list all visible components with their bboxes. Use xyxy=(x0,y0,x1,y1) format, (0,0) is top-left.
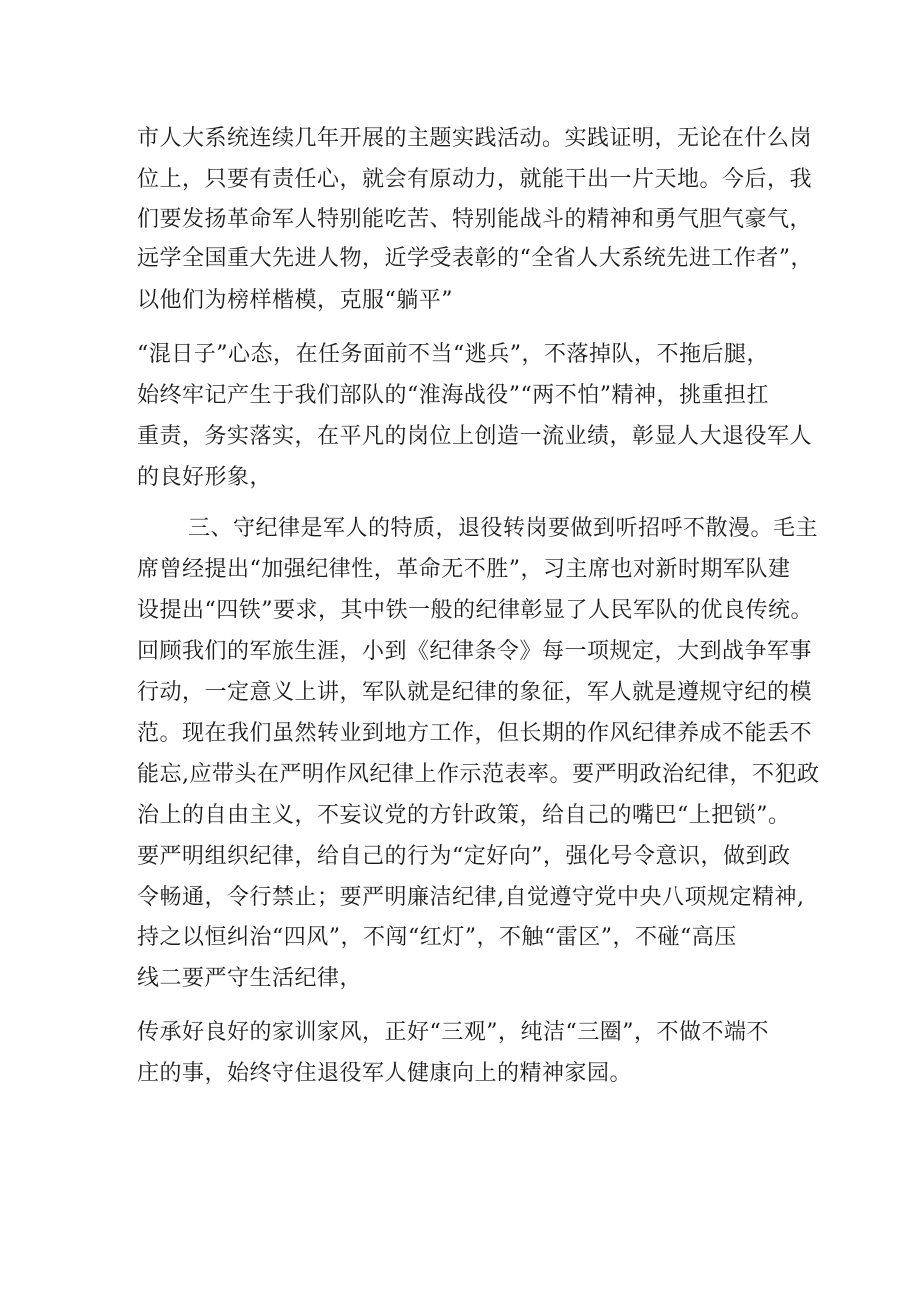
text-line-22: 传承好良好的家训家风，正好“三观”，纯洁“三圈”，不做不端不 xyxy=(137,1020,769,1045)
text-line-18: 要严明组织纪律，给自己的行为“定好向”，强化号令意识，做到政 xyxy=(137,844,791,869)
text-line-15: 范。现在我们虽然转业到地方工作，但长期的作风纪律养成不能丢不 xyxy=(137,721,813,746)
text-line-14: 行动，一定意义上讲，军队就是纪律的象征，军人就是遵规守纪的模 xyxy=(137,680,813,705)
text-line-17: 治上的自由主义，不妄议党的方针政策，给自己的嘴巴“上把锁”。 xyxy=(137,803,791,828)
text-line-3: 们要发扬革命军人特别能吃苦、特别能战斗的精神和勇气胆气豪气， xyxy=(137,207,813,232)
text-line-7: 始终牢记产生于我们部队的“淮海战役”“两不怕”精神，挑重担扛 xyxy=(137,383,769,408)
text-line-4: 远学全国重大先进人物，近学受表彰的“全省人大系统先进工作者”， xyxy=(137,246,813,271)
text-line-21: 线二要严守生活纪律， xyxy=(137,966,363,991)
text-line-5: 以他们为榜样楷模，克服“躺平” xyxy=(137,288,453,313)
text-line-13: 回顾我们的军旅生涯，小到《纪律条令》每一项规定，大到战争军事 xyxy=(137,639,813,664)
text-line-1: 市人大系统连续几年开展的主题实践活动。实践证明，无论在什么岗 xyxy=(137,126,813,151)
text-line-19: 令畅通，令行禁止；要严明廉洁纪律,自觉遵守党中央八项规定精神, xyxy=(137,885,805,910)
text-line-23: 庄的事，始终守住退役军人健康向上的精神家园。 xyxy=(137,1061,633,1086)
text-line-6: “混日子”心态，在任务面前不当“逃兵”，不落掉队，不拖后腿， xyxy=(137,342,769,367)
text-line-16: 能忘,应带头在严明作风纪律上作示范表率。要严明政治纪律，不犯政 xyxy=(137,762,820,787)
text-line-8: 重责，务实落实，在平凡的岗位上创造一流业绩，彰显人大退役军人 xyxy=(137,424,813,449)
text-line-12: 设提出“四铁”要求，其中铁一般的纪律彰显了人民军队的优良传统。 xyxy=(137,598,813,623)
text-line-10: 三、守纪律是军人的特质，退役转岗要做到听招呼不散漫。毛主 xyxy=(188,516,819,541)
text-line-20: 持之以恒纠治“四风”，不闯“红灯”，不触“雷区”，不碰“高压 xyxy=(137,925,737,950)
text-line-9: 的良好形象， xyxy=(137,465,273,490)
text-line-2: 位上，只要有责任心，就会有原动力，就能干出一片天地。今后，我 xyxy=(137,167,813,192)
text-line-11: 席曾经提出“加强纪律性，革命无不胜”，习主席也对新时期军队建 xyxy=(137,557,791,582)
